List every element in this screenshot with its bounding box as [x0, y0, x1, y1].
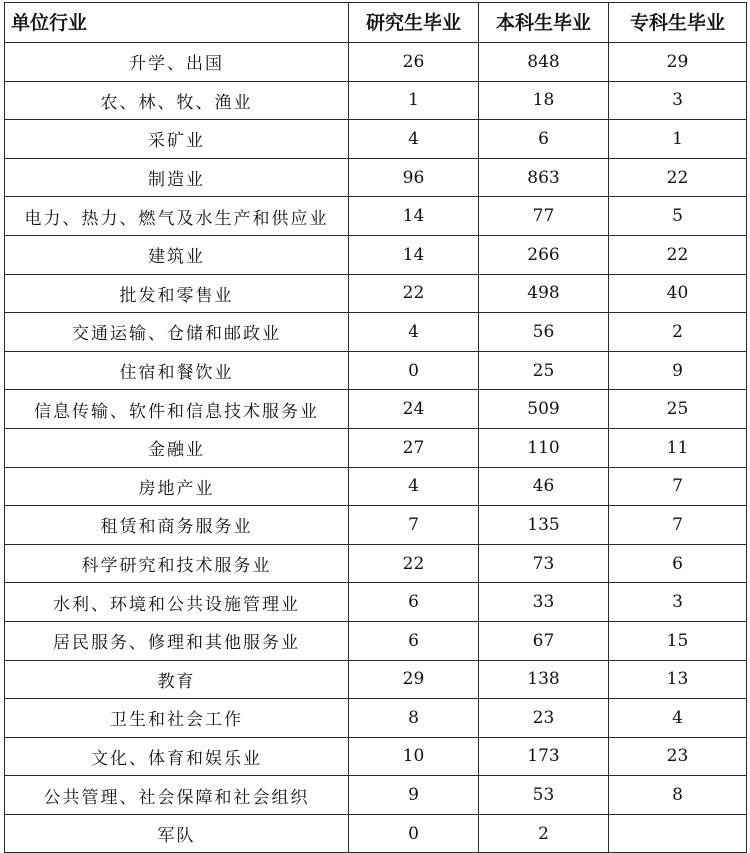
- table-row: [5, 390, 747, 429]
- header-postgraduate: 研究生毕业: [349, 3, 479, 43]
- associate-cell: 7: [609, 506, 747, 545]
- postgraduate-cell: 22: [349, 274, 479, 313]
- associate-cell: 3: [609, 583, 747, 622]
- header-associate: 专科生毕业: [609, 3, 747, 43]
- postgraduate-cell: 6: [349, 583, 479, 622]
- table-header: [5, 3, 747, 43]
- header-industry: 单位行业: [5, 3, 349, 43]
- industry-cell: 水利、环境和公共设施管理业: [5, 583, 349, 622]
- associate-cell: 29: [609, 43, 747, 82]
- associate-cell: 25: [609, 390, 747, 429]
- undergraduate-cell: 46: [479, 467, 609, 506]
- industry-cell: 采矿业: [5, 120, 349, 159]
- industry-cell: 租赁和商务服务业: [5, 506, 349, 545]
- undergraduate-cell: 173: [479, 737, 609, 776]
- table-row: [5, 699, 747, 738]
- associate-cell: 5: [609, 197, 747, 236]
- table-row: [5, 506, 747, 545]
- undergraduate-cell: 848: [479, 43, 609, 82]
- postgraduate-cell: 29: [349, 660, 479, 699]
- table-row: [5, 235, 747, 274]
- table-row: [5, 621, 747, 660]
- associate-cell: 3: [609, 81, 747, 120]
- table-row: [5, 814, 747, 853]
- postgraduate-cell: 7: [349, 506, 479, 545]
- undergraduate-cell: 56: [479, 313, 609, 352]
- associate-cell: 7: [609, 467, 747, 506]
- industry-cell: 制造业: [5, 158, 349, 197]
- table-row: [5, 544, 747, 583]
- postgraduate-cell: 1: [349, 81, 479, 120]
- associate-cell: 13: [609, 660, 747, 699]
- associate-cell: 1: [609, 120, 747, 159]
- industry-cell: 教育: [5, 660, 349, 699]
- table-row: [5, 776, 747, 815]
- industry-cell: 房地产业: [5, 467, 349, 506]
- postgraduate-cell: 22: [349, 544, 479, 583]
- undergraduate-cell: 25: [479, 351, 609, 390]
- undergraduate-cell: 73: [479, 544, 609, 583]
- industry-cell: 科学研究和技术服务业: [5, 544, 349, 583]
- table-row: [5, 43, 747, 82]
- industry-cell: 文化、体育和娱乐业: [5, 737, 349, 776]
- table-row: [5, 428, 747, 467]
- associate-cell: 22: [609, 235, 747, 274]
- table-body: [5, 43, 747, 853]
- associate-cell: 6: [609, 544, 747, 583]
- industry-cell: 农、林、牧、渔业: [5, 81, 349, 120]
- table-row: [5, 197, 747, 236]
- undergraduate-cell: 2: [479, 814, 609, 853]
- postgraduate-cell: 14: [349, 197, 479, 236]
- undergraduate-cell: 6: [479, 120, 609, 159]
- undergraduate-cell: 863: [479, 158, 609, 197]
- postgraduate-cell: 4: [349, 467, 479, 506]
- postgraduate-cell: 26: [349, 43, 479, 82]
- header-undergraduate: 本科生毕业: [479, 3, 609, 43]
- undergraduate-cell: 266: [479, 235, 609, 274]
- industry-cell: 公共管理、社会保障和社会组织: [5, 776, 349, 815]
- undergraduate-cell: 110: [479, 428, 609, 467]
- undergraduate-cell: 138: [479, 660, 609, 699]
- industry-cell: 交通运输、仓储和邮政业: [5, 313, 349, 352]
- table-row: [5, 313, 747, 352]
- industry-cell: 卫生和社会工作: [5, 699, 349, 738]
- postgraduate-cell: 0: [349, 814, 479, 853]
- postgraduate-cell: 24: [349, 390, 479, 429]
- associate-cell: 9: [609, 351, 747, 390]
- associate-cell: 23: [609, 737, 747, 776]
- table-row: [5, 583, 747, 622]
- associate-cell: 2: [609, 313, 747, 352]
- table-row: [5, 737, 747, 776]
- associate-cell: 22: [609, 158, 747, 197]
- postgraduate-cell: 14: [349, 235, 479, 274]
- industry-cell: 批发和零售业: [5, 274, 349, 313]
- table-row: [5, 467, 747, 506]
- associate-cell: 15: [609, 621, 747, 660]
- postgraduate-cell: 6: [349, 621, 479, 660]
- undergraduate-cell: 33: [479, 583, 609, 622]
- associate-cell: 40: [609, 274, 747, 313]
- industry-cell: 金融业: [5, 428, 349, 467]
- table-row: [5, 81, 747, 120]
- table-row: [5, 158, 747, 197]
- industry-cell: 电力、热力、燃气及水生产和供应业: [5, 197, 349, 236]
- associate-cell: 11: [609, 428, 747, 467]
- undergraduate-cell: 18: [479, 81, 609, 120]
- industry-cell: 信息传输、软件和信息技术服务业: [5, 390, 349, 429]
- undergraduate-cell: 135: [479, 506, 609, 545]
- associate-cell: 8: [609, 776, 747, 815]
- undergraduate-cell: 23: [479, 699, 609, 738]
- table-row: [5, 351, 747, 390]
- postgraduate-cell: 0: [349, 351, 479, 390]
- undergraduate-cell: 67: [479, 621, 609, 660]
- postgraduate-cell: 4: [349, 120, 479, 159]
- table-row: [5, 660, 747, 699]
- postgraduate-cell: 10: [349, 737, 479, 776]
- table-row: [5, 120, 747, 159]
- postgraduate-cell: 96: [349, 158, 479, 197]
- associate-cell: [609, 814, 747, 853]
- postgraduate-cell: 9: [349, 776, 479, 815]
- postgraduate-cell: 27: [349, 428, 479, 467]
- undergraduate-cell: 509: [479, 390, 609, 429]
- industry-cell: 军队: [5, 814, 349, 853]
- industry-cell: 居民服务、修理和其他服务业: [5, 621, 349, 660]
- industry-cell: 升学、出国: [5, 43, 349, 82]
- industry-cell: 住宿和餐饮业: [5, 351, 349, 390]
- undergraduate-cell: 498: [479, 274, 609, 313]
- table-row: [5, 274, 747, 313]
- industry-cell: 建筑业: [5, 235, 349, 274]
- postgraduate-cell: 8: [349, 699, 479, 738]
- associate-cell: 4: [609, 699, 747, 738]
- header-row: [5, 3, 747, 43]
- undergraduate-cell: 77: [479, 197, 609, 236]
- undergraduate-cell: 53: [479, 776, 609, 815]
- postgraduate-cell: 4: [349, 313, 479, 352]
- employment-by-industry-table: [4, 2, 747, 853]
